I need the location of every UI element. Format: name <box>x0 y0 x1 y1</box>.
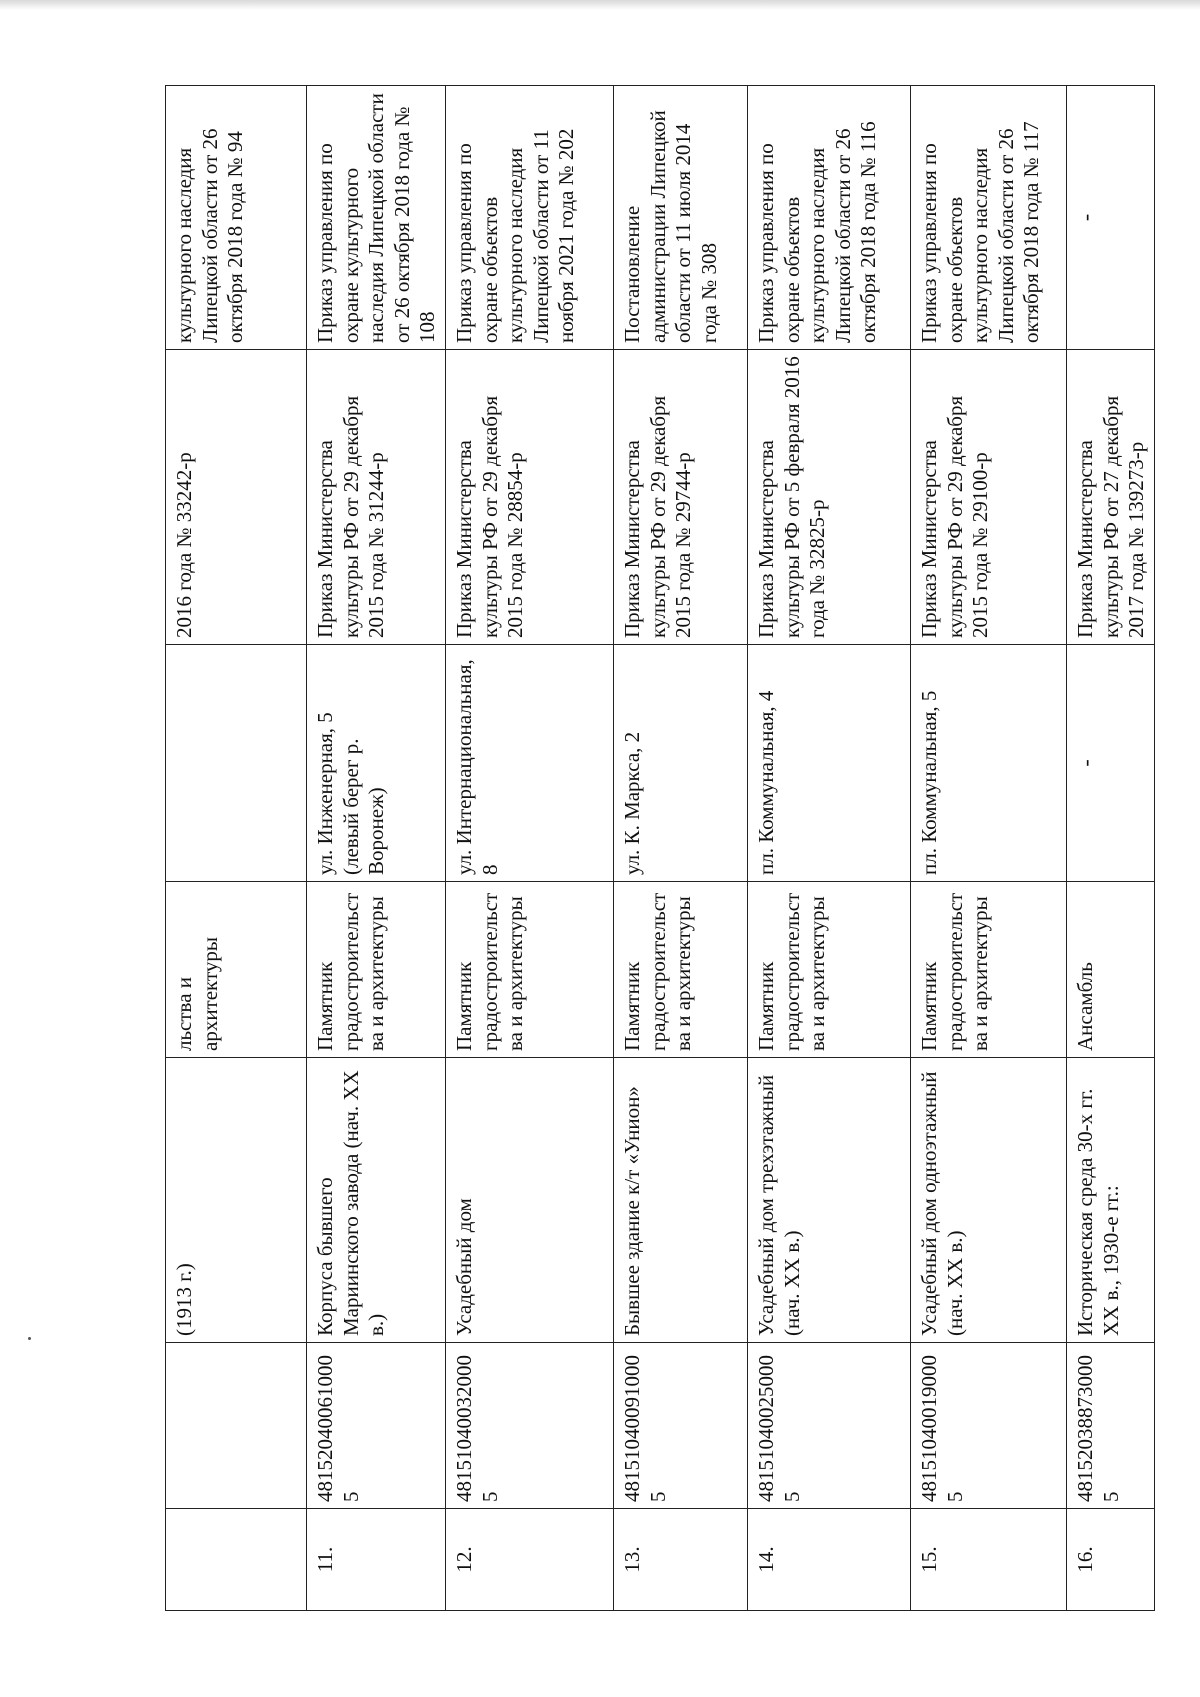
registry-id: 481520388730005 <box>1067 1343 1155 1509</box>
regional-act: Приказ управления по охране объектов культурного наследия Липецкой области от 26 октября 2018 года № 117 <box>911 86 1067 350</box>
federal-act: Приказ Министерства культуры РФ от 29 декабря 2015 года № 31244-р <box>307 350 446 645</box>
registry-id: 481510400910005 <box>614 1343 748 1509</box>
regional-act: Приказ управления по охране объектов культурного наследия Липецкой области от 11 ноября 2021 года № 202 <box>446 86 614 350</box>
federal-act: Приказ Министерства культуры РФ от 29 декабря 2015 года № 29744-р <box>614 350 748 645</box>
scan-speck <box>28 1337 31 1340</box>
object-type: льства и архитектуры <box>166 882 307 1058</box>
row-number <box>166 1509 307 1611</box>
object-name: Усадебный дом трехэтажный (нач. XX в.) <box>748 1058 911 1343</box>
table-row <box>614 86 748 1611</box>
object-address: - <box>1067 645 1155 882</box>
object-type: Памятник градостроительства и архитектуры <box>307 882 446 1058</box>
heritage-registry-table <box>165 85 1155 1611</box>
federal-act: 2016 года № 33242-р <box>166 350 307 645</box>
table-row <box>911 86 1067 1611</box>
row-number: 13. <box>614 1509 748 1611</box>
object-address: пл. Коммунальная, 4 <box>748 645 911 882</box>
object-type: Ансамбль <box>1067 882 1155 1058</box>
object-type: Памятник градостроительства и архитектуры <box>911 882 1067 1058</box>
object-address <box>166 645 307 882</box>
federal-act: Приказ Министерства культуры РФ от 5 февраля 2016 года № 32825-р <box>748 350 911 645</box>
row-number: 11. <box>307 1509 446 1611</box>
rotated-page-content <box>165 86 1149 1611</box>
regional-act: Приказ управления по охране культурного наследия Липецкой области от 26 октября 2018 года № 108 <box>307 86 446 350</box>
table-row <box>446 86 614 1611</box>
table-row <box>1067 86 1155 1611</box>
object-name: Корпуса бывшего Мариинского завода (нач. XX в.) <box>307 1058 446 1343</box>
federal-act: Приказ Министерства культуры РФ от 29 декабря 2015 года № 28854-р <box>446 350 614 645</box>
object-address: ул. Инженерная, 5 (левый берег р. Воронеж) <box>307 645 446 882</box>
object-type: Памятник градостроительства и архитектуры <box>614 882 748 1058</box>
regional-act: - <box>1067 86 1155 350</box>
row-number: 15. <box>911 1509 1067 1611</box>
row-number: 16. <box>1067 1509 1155 1611</box>
object-name: Усадебный дом <box>446 1058 614 1343</box>
federal-act: Приказ Министерства культуры РФ от 29 декабря 2015 года № 29100-р <box>911 350 1067 645</box>
object-type: Памятник градостроительства и архитектуры <box>446 882 614 1058</box>
registry-id: 481510400320005 <box>446 1343 614 1509</box>
scan-edge <box>0 0 1200 10</box>
registry-id: 481520400610005 <box>307 1343 446 1509</box>
object-address: ул. К. Маркса, 2 <box>614 645 748 882</box>
row-number: 14. <box>748 1509 911 1611</box>
object-name: Бывшее здание к/т «Унион» <box>614 1058 748 1343</box>
table-row <box>166 86 307 1611</box>
regional-act: культурного наследия Липецкой области от 26 октября 2018 года № 94 <box>166 86 307 350</box>
object-name: Историческая среда 30-х гг. XX в., 1930-е гг.: <box>1067 1058 1155 1343</box>
object-name: Усадебный дом одноэтажный (нач. XX в.) <box>911 1058 1067 1343</box>
object-address: пл. Коммунальная, 5 <box>911 645 1067 882</box>
regional-act: Постановление администрации Липецкой области от 11 июля 2014 года № 308 <box>614 86 748 350</box>
registry-id <box>166 1343 307 1509</box>
registry-id: 481510400190005 <box>911 1343 1067 1509</box>
table-row <box>307 86 446 1611</box>
row-number: 12. <box>446 1509 614 1611</box>
registry-id: 481510400250005 <box>748 1343 911 1509</box>
regional-act: Приказ управления по охране объектов культурного наследия Липецкой области от 26 октября 2018 года № 116 <box>748 86 911 350</box>
object-type: Памятник градостроительства и архитектуры <box>748 882 911 1058</box>
federal-act: Приказ Министерства культуры РФ от 27 декабря 2017 года № 139273-р <box>1067 350 1155 645</box>
table-row <box>748 86 911 1611</box>
object-name: (1913 г.) <box>166 1058 307 1343</box>
object-address: ул. Интернациональная, 8 <box>446 645 614 882</box>
